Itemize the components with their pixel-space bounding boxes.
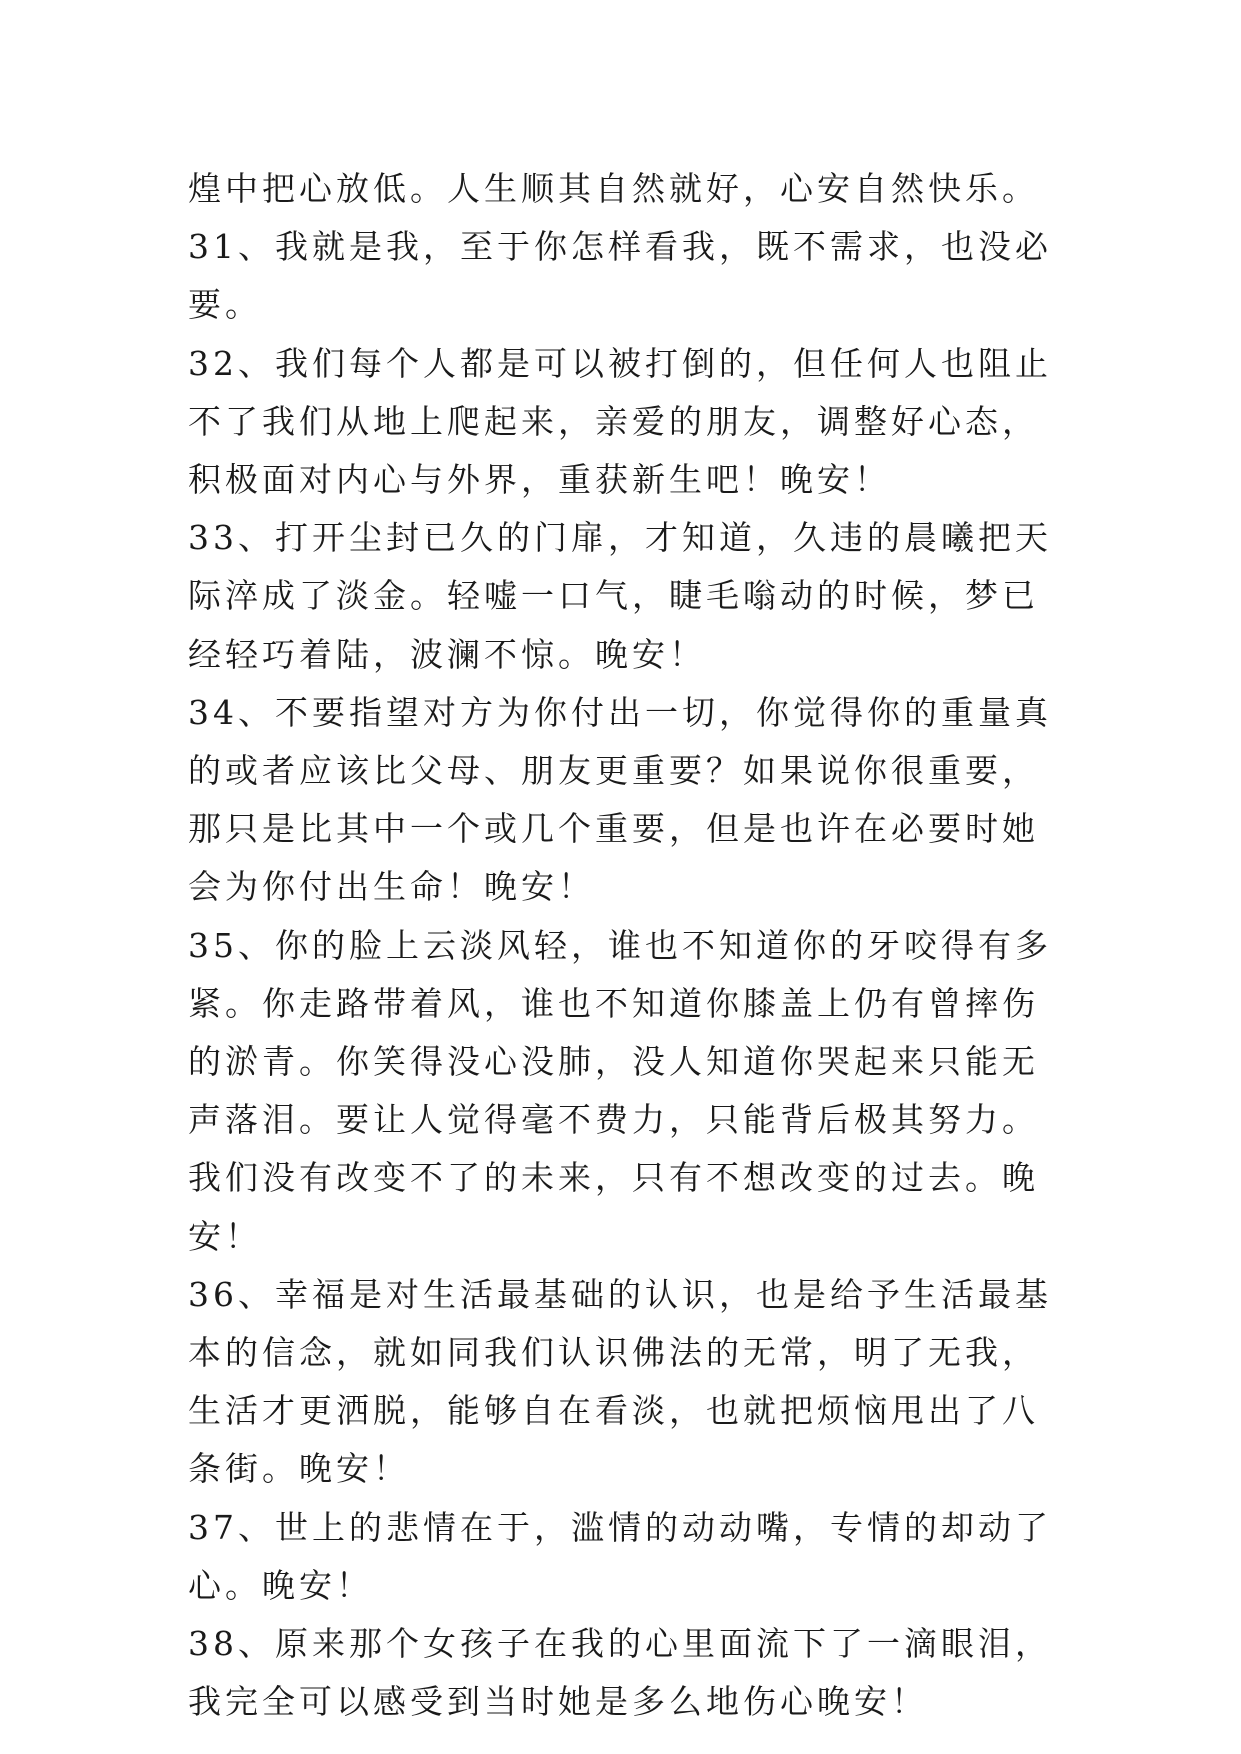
paragraph-35: 35、你的脸上云淡风轻，谁也不知道你的牙咬得有多紧。你走路带着风，谁也不知道你膝盖上仍有曾摔伤的淤青。你笑得没心没肺，没人知道你哭起来只能无声落泪。要让人觉得毫不费力，只能背后极其努力。我们没有改变不了的未来，只有不想改变的过去。晚安！	[188, 925, 1052, 1256]
paragraph-36: 36、幸福是对生活最基础的认识，也是给予生活最基本的信念，就如同我们认识佛法的无常，明了无我，生活才更洒脱，能够自在看淡，也就把烦恼甩出了八条街。晚安！	[188, 1274, 1052, 1489]
paragraph-continuation: 煌中把心放低。人生顺其自然就好，心安自然快乐。	[188, 169, 1039, 208]
paragraph-34: 34、不要指望对方为你付出一切，你觉得你的重量真的或者应该比父母、朋友更重要？如果说你很重要，那只是比其中一个或几个重要，但是也许在必要时她会为你付出生命！晚安！	[188, 692, 1052, 907]
paragraph-31: 31、我就是我，至于你怎样看我，既不需求，也没必要。	[188, 227, 1052, 325]
paragraph-37: 37、世上的悲情在于，滥情的动动嘴，专情的却动了心。晚安！	[188, 1507, 1052, 1605]
paragraph-38: 38、原来那个女孩子在我的心里面流下了一滴眼泪，我完全可以感受到当时她是多么地伤心晚安！	[188, 1624, 1052, 1722]
document-body	[188, 160, 1058, 1731]
paragraph-32: 32、我们每个人都是可以被打倒的，但任何人也阻止不了我们从地上爬起来，亲爱的朋友，调整好心态，积极面对内心与外界，重获新生吧！晚安！	[188, 343, 1052, 500]
paragraph-33: 33、打开尘封已久的门扉，才知道，久违的晨曦把天际淬成了淡金。轻嘘一口气，睫毛嗡动的时候，梦已经轻巧着陆，波澜不惊。晚安！	[188, 518, 1052, 674]
